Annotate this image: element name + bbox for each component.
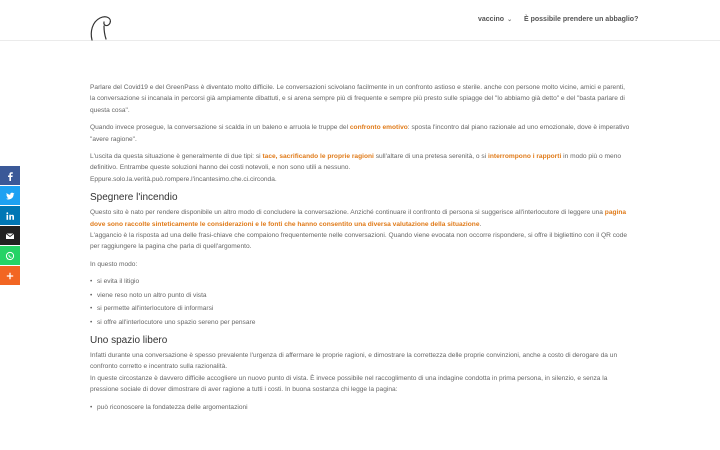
benefits-list — [90, 276, 630, 328]
plus-icon — [5, 271, 15, 281]
list-item: • si permette all'interlocutore di informarsi — [97, 303, 630, 314]
heading-spazio: Uno spazio libero — [90, 334, 168, 346]
share-button-twitter[interactable] — [0, 186, 20, 205]
text: Infatti durante una conversazione è spesso prevalente l'urgenza di affermare le proprie ragioni, e dimostrare la correttezza delle proprie convinzioni, anche a costo di derogare da un confronto corretto e incentrato sulla razionalità. — [90, 351, 618, 371]
share-button-plus[interactable] — [0, 266, 20, 285]
heading-spegnere: Spegnere l'incendio — [90, 192, 178, 204]
text: : sposta l'incontro dal piano razionale ad uno emozionale, dove è imperativo "avere ragione". — [90, 124, 630, 143]
share-button-facebook[interactable] — [0, 166, 20, 185]
highlight-pagina-link[interactable]: pagina dove sono raccolte sinteticamente le considerazioni e le fonti che hanno consentito una diversa valutazione della situazione — [90, 209, 627, 228]
list-item: • viene reso noto un altro punto di vista — [97, 290, 630, 301]
paragraph-uscita — [90, 151, 630, 185]
text: Eppure.solo.la.verità.può.rompere.l'incantesimo.che.ci.circonda. — [90, 175, 277, 183]
paragraph-intro: Parlare del Covid19 e del GreenPass è diventato molto difficile. Le conversazioni scivolano facilmente in un confronto astioso e sterile. anche con persone molto vicine, amici e parenti, la conversazione si incanala in percorsi già ampiamente dibattuti, e si arena sempre più di frequente e sempre più presto sulle spiagge del "lo abbiamo già detto" e del "basta parlare di questa cosa". — [90, 84, 625, 114]
whatsapp-icon — [5, 251, 15, 261]
linkedin-icon — [5, 211, 15, 221]
share-button-email[interactable] — [0, 226, 20, 245]
list-item: • si evita il litigio — [97, 276, 630, 287]
paragraph-emotivo — [90, 122, 630, 145]
text: in modo più o meno definitivo. Entrambe queste soluzioni hanno dei costi notevoli, e non sono utili a nessuno. — [90, 153, 622, 172]
paragraph-infatti — [90, 350, 630, 396]
nav-vaccino[interactable] — [478, 16, 512, 23]
paragraph-sito — [90, 207, 630, 253]
text: Quando invece prosegue, la conversazione si scalda in un baleno e arruola le truppe del — [90, 124, 350, 132]
text: Questo sito è nato per rendere disponibile un altro modo di concludere la conversazione. Anziché continuare il confronto di persona si suggerisce all'interlocutore di leggere una — [90, 209, 605, 217]
text: In queste circostanze è davvero difficile accogliere un nuovo punto di vista. È invece possibile nel raccoglimento di una indagine condotta in prima persona, in silenzio, e senza la pressione sociale di dover dimostrare di aver ragione a tutti i costi. In buona sostanza chi legge la pagina: — [90, 374, 608, 394]
text: . — [479, 220, 482, 228]
list-item: • si offre all'interlocutore uno spazio sereno per pensare — [97, 317, 630, 328]
share-button-whatsapp[interactable] — [0, 246, 20, 265]
paragraph-modo: In questo modo: — [90, 260, 138, 268]
text: L'aggancio è la risposta ad una delle frasi-chiave che compaiono frequentemente nelle conversazioni. Quando viene evocata non occorre rispondere, si offre il bigliettino con il QR code per raggiungere la pagina che parla di quell'argomento. — [90, 232, 628, 251]
highlight-confronto-emotivo: confronto emotivo — [349, 124, 408, 132]
facebook-icon — [5, 171, 15, 181]
highlight-interrompono: interrompono i rapporti — [488, 153, 562, 161]
share-button-linkedin[interactable] — [0, 206, 20, 225]
chevron-down-icon: ⌄ — [507, 17, 513, 23]
email-icon — [5, 231, 15, 241]
reader-list — [90, 402, 630, 413]
site-logo[interactable] — [88, 14, 114, 42]
site-header — [0, 0, 720, 40]
twitter-icon — [5, 191, 15, 201]
nav-vaccino-label: vaccino — [478, 16, 505, 23]
nav-abbaglio[interactable]: È possibile prendere un abbaglio? — [524, 16, 639, 23]
highlight-tace: tace, sacrificando le proprie ragioni — [262, 153, 374, 161]
text: L'uscita da questa situazione è generalmente di due tipi: si — [90, 153, 263, 161]
text: sull'altare di una pretesa serenità, o si — [373, 153, 489, 161]
article-content — [90, 82, 630, 417]
list-item: • può riconoscere la fondatezza delle argomentazioni — [97, 402, 630, 413]
